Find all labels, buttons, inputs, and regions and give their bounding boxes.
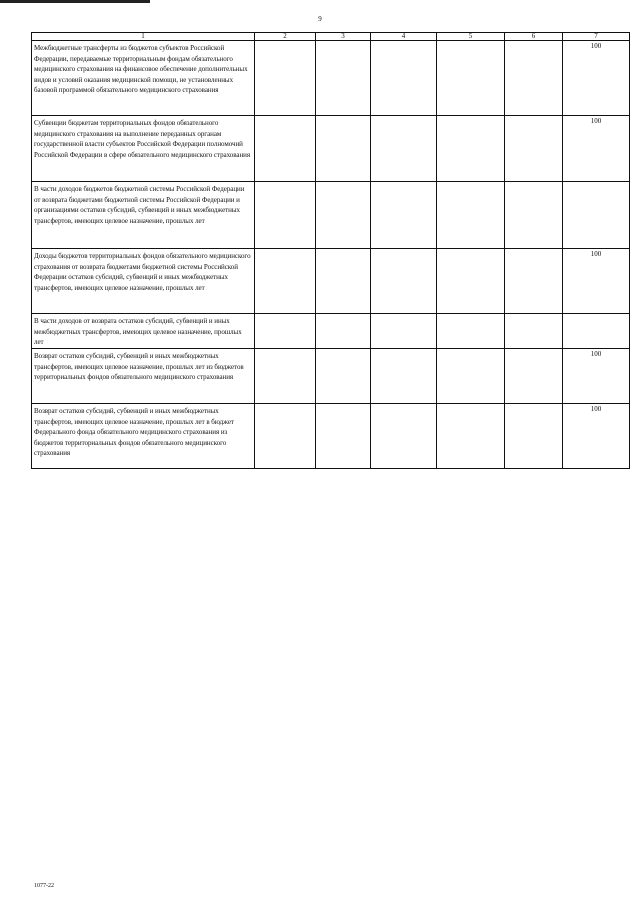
table-cell <box>505 249 563 314</box>
row-description: Межбюджетные трансферты из бюджетов субъектов Российской Федерации, передаваемые территориальным фондам обязательного медицинского страхования на финансовое обеспечение дополнительных видов и условий оказания медицинской помощи, не установленных базовой программой обязательного медицинского страхования <box>32 41 255 116</box>
table-cell <box>437 314 505 349</box>
column-header-5: 5 <box>437 33 505 41</box>
table-cell <box>505 349 563 404</box>
table-cell <box>371 41 437 116</box>
table-cell <box>316 116 371 182</box>
column-header-2: 2 <box>255 33 316 41</box>
table-cell <box>316 349 371 404</box>
table-cell: 100 <box>563 404 630 469</box>
table-cell <box>371 249 437 314</box>
table-cell <box>371 314 437 349</box>
document-code: 1077-22 <box>34 883 54 889</box>
table-cell <box>437 249 505 314</box>
table-cell <box>505 314 563 349</box>
table-cell: 100 <box>563 41 630 116</box>
table-cell <box>316 404 371 469</box>
column-header-1: 1 <box>32 33 255 41</box>
table-row <box>32 182 630 249</box>
table-cell <box>255 404 316 469</box>
table-cell <box>505 116 563 182</box>
table-row <box>32 249 630 314</box>
table-cell <box>505 182 563 249</box>
table-cell <box>371 116 437 182</box>
table-cell <box>505 404 563 469</box>
page-number: 9 <box>318 15 322 23</box>
table-cell <box>437 404 505 469</box>
table-cell <box>371 349 437 404</box>
table-cell <box>316 182 371 249</box>
table-cell <box>505 41 563 116</box>
budget-table <box>31 32 630 469</box>
row-description: Субвенции бюджетам территориальных фондов обязательного медицинского страхования на выполнение переданных органам государственной власти субъектов Российской Федерации полномочий Российской Федерации в сфере обязательного медицинского страхования <box>32 116 255 182</box>
table-cell: 100 <box>563 116 630 182</box>
table-cell <box>255 41 316 116</box>
table-cell <box>255 182 316 249</box>
row-description: Возврат остатков субсидий, субвенций и иных межбюджетных трансфертов, имеющих целевое назначение, прошлых лет из бюджетов территориальных фондов обязательного медицинского страхования <box>32 349 255 404</box>
table-row <box>32 116 630 182</box>
header-row <box>32 33 630 41</box>
column-header-7: 7 <box>563 33 630 41</box>
table-row <box>32 404 630 469</box>
table-cell <box>371 404 437 469</box>
column-header-3: 3 <box>316 33 371 41</box>
row-description: Доходы бюджетов территориальных фондов обязательного медицинского страхования от возврата бюджетами бюджетной системы Российской Федерации остатков субсидий, субвенций и иных межбюджетных трансфертов, имеющих целевое назначение, прошлых лет <box>32 249 255 314</box>
table-cell <box>563 314 630 349</box>
table-cell <box>316 314 371 349</box>
table-cell <box>437 116 505 182</box>
table-cell <box>437 349 505 404</box>
row-description: В части доходов от возврата остатков субсидий, субвенций и иных межбюджетных трансфертов, имеющих целевое назначение, прошлых лет <box>32 314 255 349</box>
table-row <box>32 349 630 404</box>
table-cell: 100 <box>563 349 630 404</box>
top-rule <box>0 0 150 3</box>
table-row <box>32 41 630 116</box>
table-cell <box>563 182 630 249</box>
table-cell <box>255 116 316 182</box>
table-cell <box>437 41 505 116</box>
table-cell <box>316 41 371 116</box>
table-cell <box>255 249 316 314</box>
table-row <box>32 314 630 349</box>
row-description: Возврат остатков субсидий, субвенций и иных межбюджетных трансфертов, имеющих целевое назначение, прошлых лет в бюджет Федерального фонда обязательного медицинского страхования из бюджетов территориальных фондов обязательного медицинского страхования <box>32 404 255 469</box>
column-header-4: 4 <box>371 33 437 41</box>
table-cell <box>255 314 316 349</box>
table-cell <box>371 182 437 249</box>
table-cell <box>255 349 316 404</box>
table-cell <box>316 249 371 314</box>
column-header-6: 6 <box>505 33 563 41</box>
table-cell: 100 <box>563 249 630 314</box>
row-description: В части доходов бюджетов бюджетной системы Российской Федерации от возврата бюджетами бюджетной системы Российской Федерации и организациями остатков субсидий, субвенций и иных межбюджетных трансфертов, имеющих целевое назначение, прошлых лет <box>32 182 255 249</box>
table-cell <box>437 182 505 249</box>
